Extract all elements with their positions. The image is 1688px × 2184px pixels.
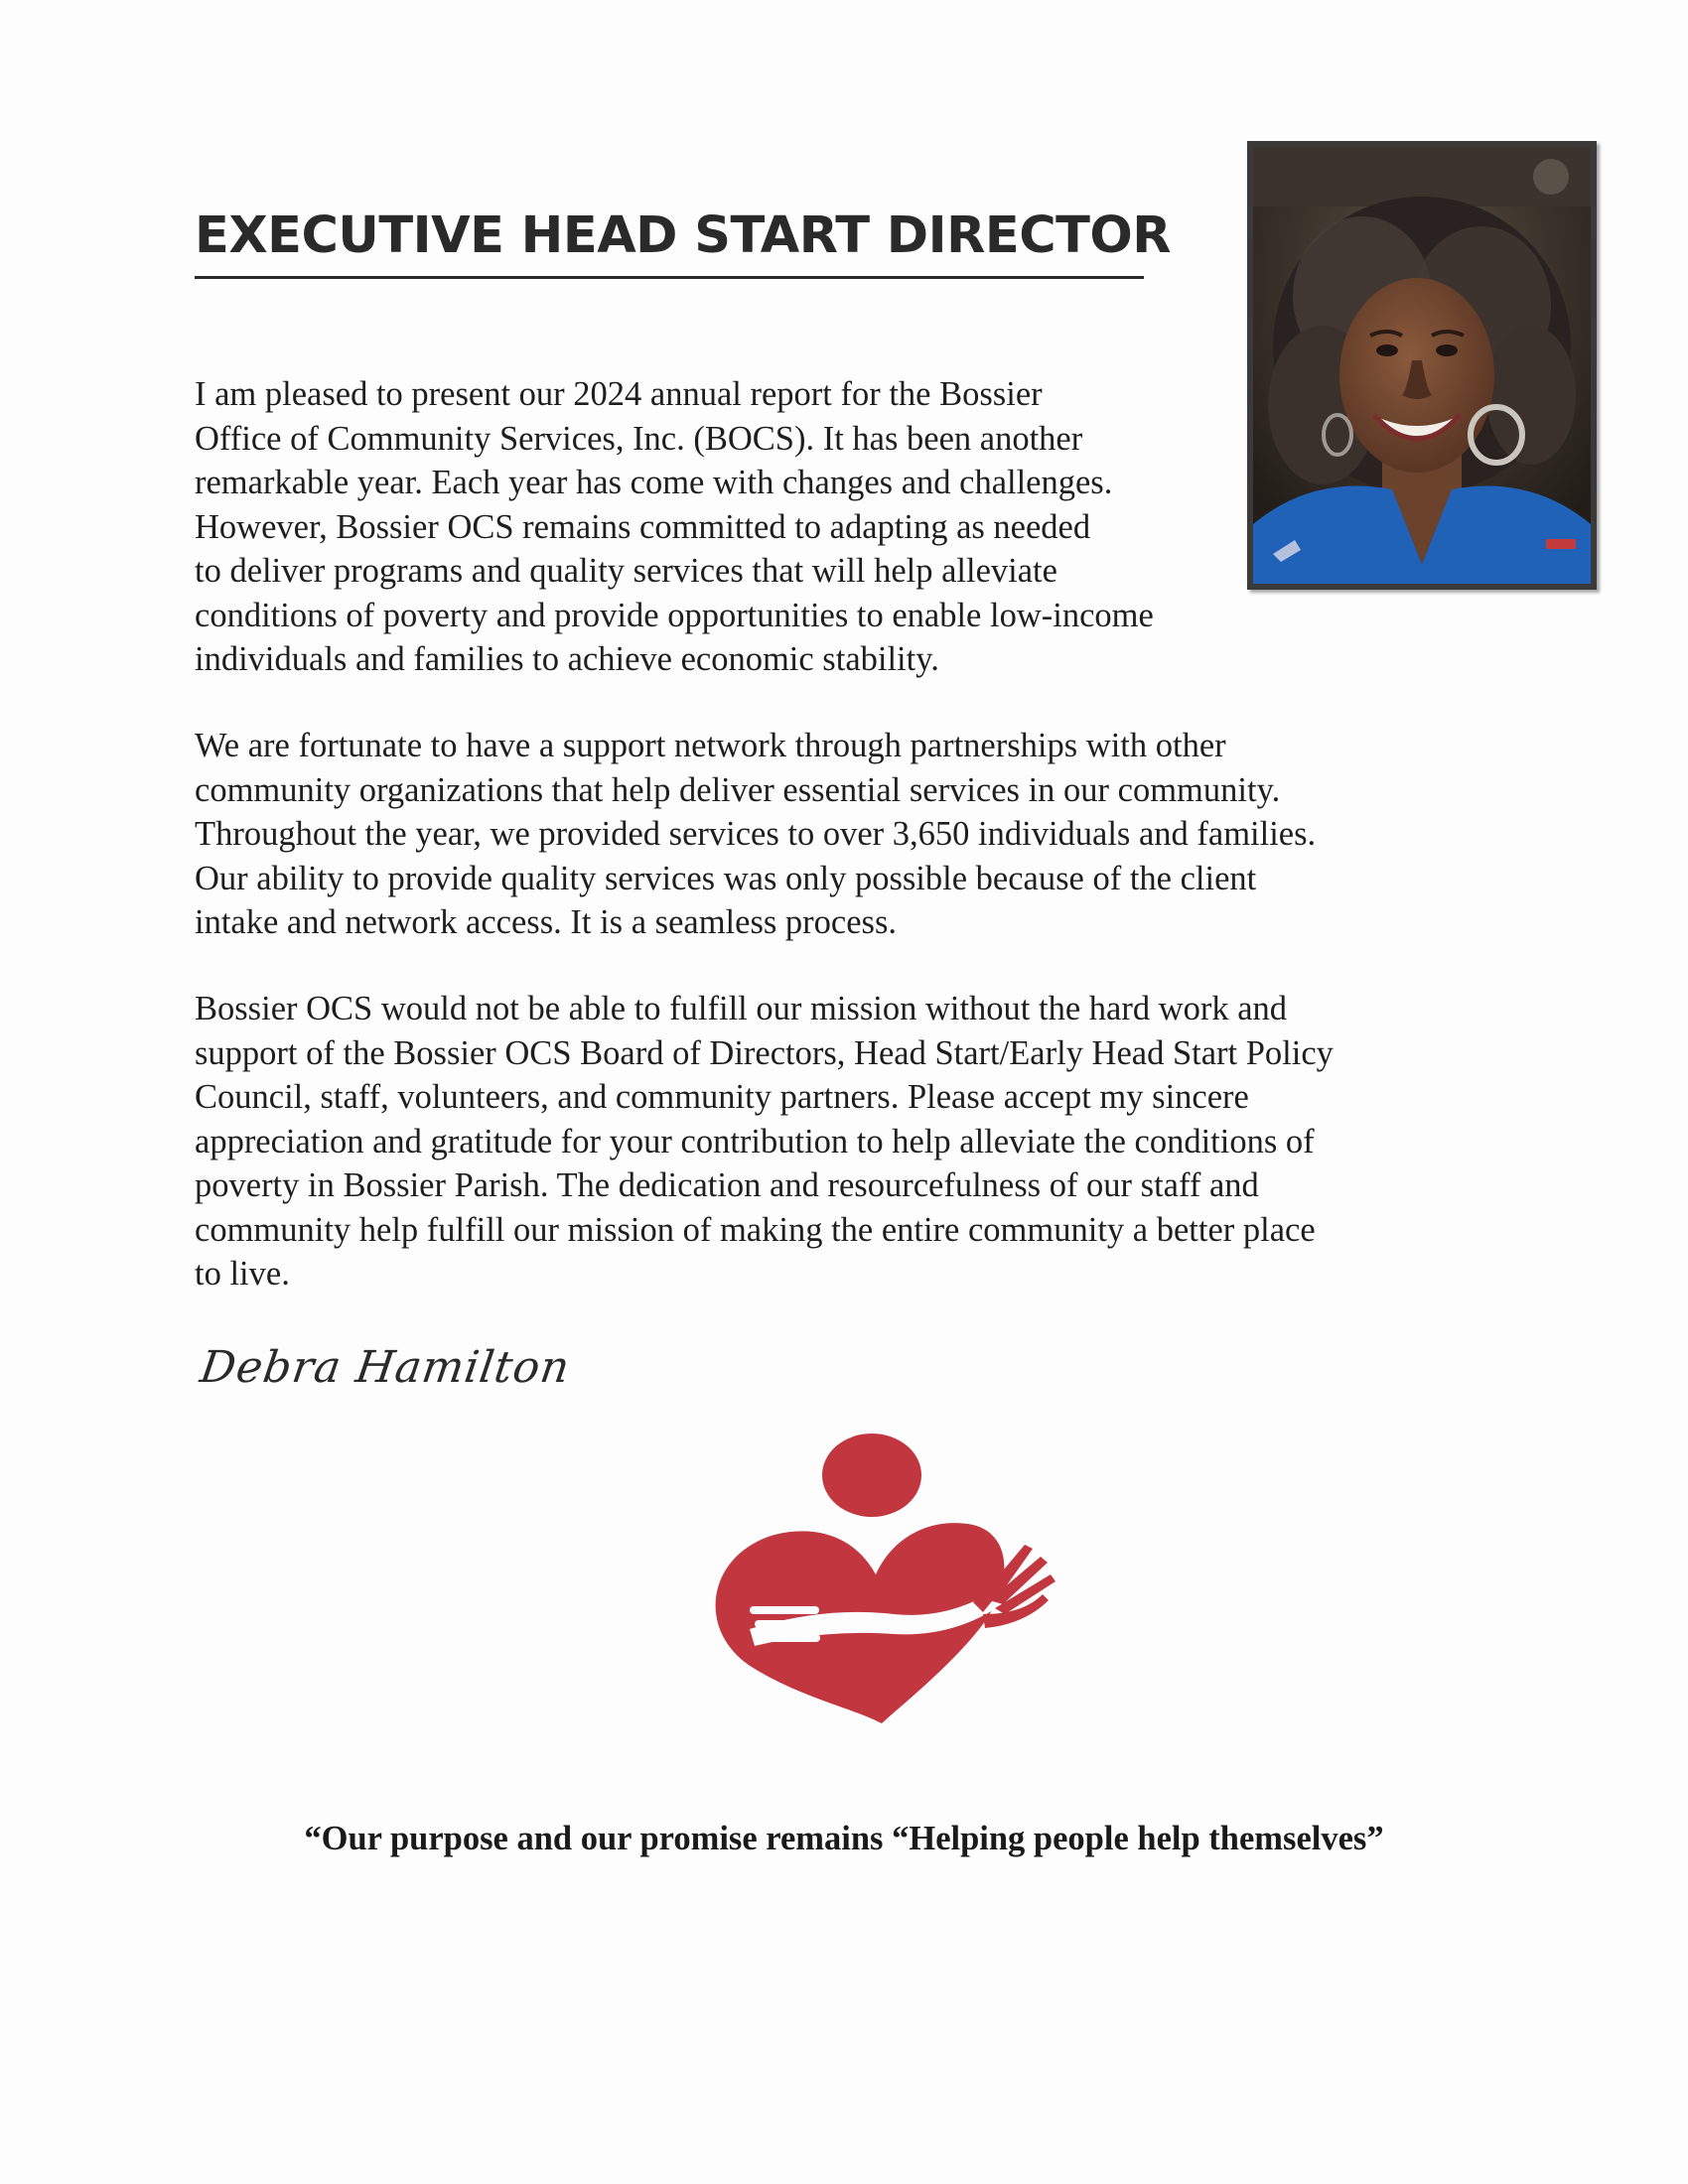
portrait-photo-icon	[1253, 147, 1591, 584]
director-portrait	[1247, 141, 1597, 590]
paragraph-line: However, Bossier OCS remains committed to adapting as needed	[195, 507, 1091, 546]
paragraph-line: We are fortunate to have a support network through partnerships with other	[195, 727, 1226, 764]
page-title: EXECUTIVE HEAD START DIRECTOR	[195, 206, 1172, 265]
heart-hug-logo-graphic	[655, 1426, 1092, 1723]
paragraph-line: intake and network access. It is a seamless process.	[195, 903, 898, 941]
paragraph-line: to deliver programs and quality services that will help alleviate	[195, 552, 1057, 590]
paragraph-line: I am pleased to present our 2024 annual report for the Bossier	[195, 375, 1043, 413]
intro-paragraph	[195, 372, 1154, 682]
paragraph-line: to live.	[195, 1255, 290, 1293]
heart-hug-logo-icon	[655, 1426, 1092, 1723]
paragraph-line: community help fulfill our mission of making the entire community a better place	[195, 1210, 1316, 1249]
paragraph-line: Throughout the year, we provided services to over 3,650 individuals and families.	[195, 815, 1317, 853]
signature: Debra Hamilton	[197, 1342, 574, 1393]
paragraph-line: Office of Community Services, Inc. (BOCS). It has been another	[195, 419, 1083, 458]
paragraph-line: individuals and families to achieve economic stability.	[195, 640, 939, 678]
paragraph-line: poverty in Bossier Parish. The dedication and resourcefulness of our staff and	[195, 1166, 1259, 1204]
footer-motto: “Our purpose and our promise remains “Helping people help themselves”	[304, 1820, 1384, 1857]
paragraph-line: appreciation and gratitude for your contribution to help alleviate the conditions of	[195, 1122, 1315, 1160]
paragraph-line: Our ability to provide quality services was only possible because of the client	[195, 859, 1257, 897]
paragraph-line: conditions of poverty and provide opportunities to enable low-income	[195, 596, 1154, 634]
paragraph-line: support of the Bossier OCS Board of Directors, Head Start/Early Head Start Policy	[195, 1033, 1334, 1072]
paragraph-line: community organizations that help deliver essential services in our community.	[195, 770, 1281, 809]
title-underline	[195, 276, 1144, 279]
gratitude-paragraph	[195, 987, 1334, 1297]
paragraph-line: remarkable year. Each year has come with changes and challenges.	[195, 464, 1113, 501]
paragraph-line: Council, staff, volunteers, and community partners. Please accept my sincere	[195, 1078, 1249, 1116]
partnership-paragraph	[195, 724, 1316, 945]
paragraph-line: Bossier OCS would not be able to fulfill our mission without the hard work and	[195, 990, 1288, 1027]
